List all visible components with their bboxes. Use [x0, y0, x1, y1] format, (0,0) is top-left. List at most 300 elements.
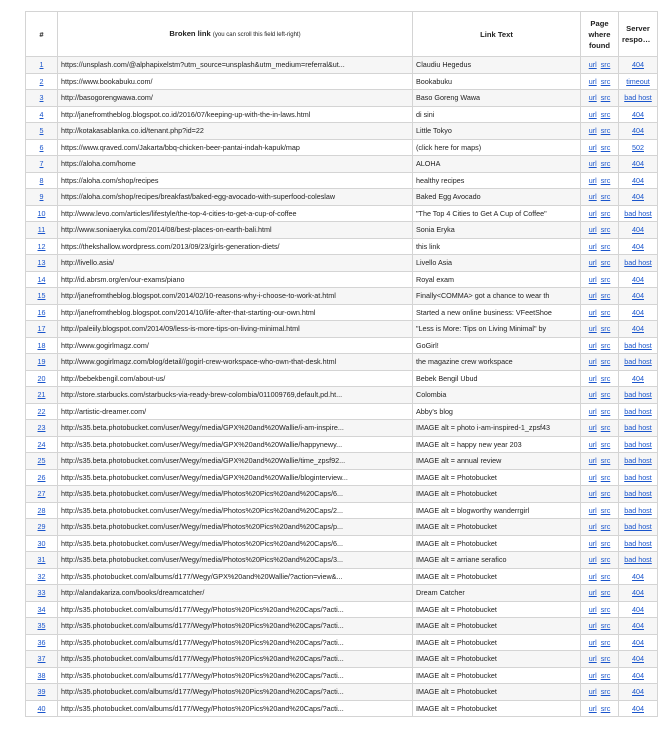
row-number-link[interactable]: 16	[37, 307, 46, 317]
page-url-link[interactable]: url	[588, 423, 597, 433]
server-response-cell	[619, 337, 658, 354]
page-found-cell	[581, 189, 619, 206]
broken-link-cell[interactable]: https://aloha.com/shop/recipes/breakfast/baked-egg-avocado-with-superfood-coleslaw	[58, 189, 413, 206]
page-src-link[interactable]: src	[600, 604, 611, 614]
table-row	[26, 255, 658, 272]
row-number-cell	[26, 189, 58, 206]
page-url-link[interactable]: url	[588, 93, 597, 103]
page-src-link[interactable]: src	[600, 93, 611, 103]
row-number-cell	[26, 486, 58, 503]
broken-link-cell[interactable]: http://s35.beta.photobucket.com/user/Wegy/media/Photos%20Pics%20and%20Caps/6...	[58, 486, 413, 503]
page-found-cell	[581, 172, 619, 189]
row-number-link[interactable]: 25	[37, 456, 46, 466]
page-url-link[interactable]: url	[588, 175, 597, 185]
server-response-link[interactable]: 404	[632, 588, 644, 598]
broken-link-cell[interactable]: http://s35.photobucket.com/albums/d177/Wegy/Photos%20Pics%20and%20Caps/?acti...	[58, 618, 413, 635]
row-number-link[interactable]: 39	[37, 687, 46, 697]
page-src-link[interactable]: src	[600, 472, 611, 482]
page-url-link[interactable]: url	[588, 637, 597, 647]
broken-link-cell[interactable]: http://www.gogirlmagz.com/blog/detail//gogirl-crew-workspace-who-own-that-desk.html	[58, 354, 413, 371]
row-number-link[interactable]: 19	[37, 357, 46, 367]
broken-link-cell[interactable]: http://kotakasablanka.co.id/tenant.php?id=22	[58, 123, 413, 140]
page-url-link[interactable]: url	[588, 390, 597, 400]
page-src-link[interactable]: src	[600, 142, 611, 152]
server-response-link[interactable]: 404	[632, 60, 644, 70]
col-header-number-label: #	[39, 29, 44, 39]
row-number-link[interactable]: 11	[37, 225, 46, 235]
server-response-link[interactable]: 404	[632, 637, 644, 647]
broken-link-cell[interactable]: https://thekshallow.wordpress.com/2013/09/23/girls-generation-diets/	[58, 238, 413, 255]
broken-link-cell[interactable]: http://paleiily.blogspot.com/2014/09/less-is-more-tips-on-living-minimal.html	[58, 321, 413, 338]
page-src-link[interactable]: src	[600, 390, 611, 400]
page-src-link[interactable]: src	[600, 555, 611, 565]
table-row	[26, 387, 658, 404]
broken-link-cell[interactable]: http://s35.beta.photobucket.com/user/Wegy/media/GPX%20and%20Wallie/bloginterview...	[58, 469, 413, 486]
page-src-link[interactable]: src	[600, 538, 611, 548]
row-number-cell	[26, 106, 58, 123]
row-number-cell	[26, 651, 58, 668]
page-url-link[interactable]: url	[588, 687, 597, 697]
server-response-link[interactable]: bad host	[624, 522, 652, 532]
page-src-link[interactable]: src	[600, 307, 611, 317]
page-url-link[interactable]: url	[588, 522, 597, 532]
server-response-link[interactable]: 404	[632, 291, 644, 301]
server-response-cell	[619, 354, 658, 371]
page-src-link[interactable]: src	[600, 76, 611, 86]
table-row	[26, 585, 658, 602]
server-response-link[interactable]: 404	[632, 159, 644, 169]
server-response-cell	[619, 453, 658, 470]
col-header-broken-link-label: Broken link	[169, 28, 211, 38]
row-number-cell	[26, 238, 58, 255]
server-response-link[interactable]: 404	[632, 274, 644, 284]
row-number-link[interactable]: 6	[39, 142, 44, 152]
server-response-link[interactable]: 404	[632, 324, 644, 334]
page-src-link[interactable]: src	[600, 687, 611, 697]
page-found-cell	[581, 519, 619, 536]
server-response-link[interactable]: bad host	[624, 555, 652, 565]
broken-link-cell[interactable]: http://s35.photobucket.com/albums/d177/Wegy/Photos%20Pics%20and%20Caps/?acti...	[58, 700, 413, 717]
broken-link-cell[interactable]: http://s35.beta.photobucket.com/user/Wegy/media/Photos%20Pics%20and%20Caps/6...	[58, 535, 413, 552]
broken-link-cell[interactable]: http://www.gogirlmagz.com/	[58, 337, 413, 354]
page-url-link[interactable]: url	[588, 588, 597, 598]
row-number-cell	[26, 684, 58, 701]
row-number-link[interactable]: 18	[37, 340, 46, 350]
table-row	[26, 139, 658, 156]
broken-link-cell[interactable]: http://s35.beta.photobucket.com/user/Wegy/media/GPX%20and%20Wallie/happynewy...	[58, 436, 413, 453]
page-url-link[interactable]: url	[588, 621, 597, 631]
page-src-link[interactable]: src	[600, 406, 611, 416]
server-response-link[interactable]: bad host	[624, 505, 652, 515]
row-number-link[interactable]: 33	[37, 588, 46, 598]
server-response-link[interactable]: 404	[632, 307, 644, 317]
page-url-link[interactable]: url	[588, 274, 597, 284]
server-response-link[interactable]: bad host	[624, 93, 652, 103]
table-row	[26, 238, 658, 255]
page-found-cell	[581, 271, 619, 288]
row-number-cell	[26, 73, 58, 90]
page-url-link[interactable]: url	[588, 192, 597, 202]
server-response-link[interactable]: timeout	[626, 76, 650, 86]
page-found-cell	[581, 601, 619, 618]
broken-link-cell[interactable]: http://s35.beta.photobucket.com/user/Wegy/media/Photos%20Pics%20and%20Caps/p...	[58, 519, 413, 536]
row-number-cell	[26, 139, 58, 156]
page-src-link[interactable]: src	[600, 439, 611, 449]
page-found-cell	[581, 436, 619, 453]
server-response-link[interactable]: 404	[632, 687, 644, 697]
broken-link-cell[interactable]: http://id.abrsm.org/en/our-exams/piano	[58, 271, 413, 288]
row-number-link[interactable]: 1	[39, 60, 44, 70]
server-response-link[interactable]: bad host	[624, 456, 652, 466]
row-number-link[interactable]: 4	[39, 109, 44, 119]
row-number-link[interactable]: 23	[37, 423, 46, 433]
row-number-link[interactable]: 21	[37, 390, 46, 400]
link-text-cell: IMAGE alt = Photobucket	[413, 535, 581, 552]
server-response-cell	[619, 684, 658, 701]
server-response-cell	[619, 469, 658, 486]
row-number-link[interactable]: 30	[37, 538, 46, 548]
server-response-link[interactable]: 404	[632, 373, 644, 383]
page-src-link[interactable]: src	[600, 357, 611, 367]
page-url-link[interactable]: url	[588, 340, 597, 350]
table-row	[26, 618, 658, 635]
broken-link-cell[interactable]: http://s35.beta.photobucket.com/user/Wegy/media/Photos%20Pics%20and%20Caps/2...	[58, 502, 413, 519]
page-url-link[interactable]: url	[588, 439, 597, 449]
link-text-cell: IMAGE alt = Photobucket	[413, 618, 581, 635]
page-url-link[interactable]: url	[588, 505, 597, 515]
server-response-link[interactable]: 404	[632, 670, 644, 680]
page-src-link[interactable]: src	[600, 291, 611, 301]
page-url-link[interactable]: url	[588, 159, 597, 169]
row-number-link[interactable]: 29	[37, 522, 46, 532]
row-number-link[interactable]: 28	[37, 505, 46, 515]
row-number-cell	[26, 354, 58, 371]
broken-link-cell[interactable]: http://s35.photobucket.com/albums/d177/Wegy/Photos%20Pics%20and%20Caps/?acti...	[58, 651, 413, 668]
page-url-link[interactable]: url	[588, 142, 597, 152]
row-number-link[interactable]: 27	[37, 489, 46, 499]
row-number-link[interactable]: 26	[37, 472, 46, 482]
server-response-link[interactable]: 404	[632, 241, 644, 251]
broken-link-cell[interactable]: http://s35.photobucket.com/albums/d177/Wegy/Photos%20Pics%20and%20Caps/?acti...	[58, 634, 413, 651]
page-url-link[interactable]: url	[588, 126, 597, 136]
broken-link-cell[interactable]: http://alandakariza.com/books/dreamcatcher/	[58, 585, 413, 602]
link-text-cell: Livello Asia	[413, 255, 581, 272]
table-row	[26, 601, 658, 618]
server-response-cell	[619, 90, 658, 107]
page-url-link[interactable]: url	[588, 538, 597, 548]
server-response-link[interactable]: bad host	[624, 340, 652, 350]
broken-link-cell[interactable]: http://s35.photobucket.com/albums/d177/Wegy/Photos%20Pics%20and%20Caps/?acti...	[58, 684, 413, 701]
page-src-link[interactable]: src	[600, 258, 611, 268]
table-row	[26, 271, 658, 288]
row-number-link[interactable]: 7	[39, 159, 44, 169]
row-number-cell	[26, 585, 58, 602]
table-row	[26, 370, 658, 387]
table-row	[26, 519, 658, 536]
server-response-link[interactable]: bad host	[624, 390, 652, 400]
server-response-cell	[619, 403, 658, 420]
page-url-link[interactable]: url	[588, 604, 597, 614]
page-src-link[interactable]: src	[600, 456, 611, 466]
row-number-link[interactable]: 31	[37, 555, 46, 565]
page-url-link[interactable]: url	[588, 357, 597, 367]
page-url-link[interactable]: url	[588, 225, 597, 235]
server-response-cell	[619, 370, 658, 387]
link-text-cell: IMAGE alt = Photobucket	[413, 469, 581, 486]
page-found-cell	[581, 700, 619, 717]
server-response-cell	[619, 172, 658, 189]
server-response-cell	[619, 420, 658, 437]
row-number-cell	[26, 172, 58, 189]
col-header-broken-link	[58, 12, 413, 57]
broken-link-cell[interactable]: http://basogorengwawa.com/	[58, 90, 413, 107]
page-url-link[interactable]: url	[588, 60, 597, 70]
page-src-link[interactable]: src	[600, 208, 611, 218]
broken-link-cell[interactable]: http://www.soniaeryka.com/2014/08/best-places-on-earth-bali.html	[58, 222, 413, 239]
row-number-cell	[26, 502, 58, 519]
page-url-link[interactable]: url	[588, 555, 597, 565]
broken-link-cell[interactable]: https://www.bookabuku.com/	[58, 73, 413, 90]
broken-link-cell[interactable]: http://s35.beta.photobucket.com/user/Wegy/media/Photos%20Pics%20and%20Caps/3...	[58, 552, 413, 569]
server-response-link[interactable]: 404	[632, 654, 644, 664]
server-response-link[interactable]: bad host	[624, 423, 652, 433]
table-row	[26, 172, 658, 189]
page-src-link[interactable]: src	[600, 505, 611, 515]
page-found-cell	[581, 552, 619, 569]
page-src-link[interactable]: src	[600, 654, 611, 664]
row-number-cell	[26, 304, 58, 321]
server-response-link[interactable]: bad host	[624, 357, 652, 367]
link-text-cell: Started a new online business: VFeetShoe	[413, 304, 581, 321]
page-url-link[interactable]: url	[588, 258, 597, 268]
broken-link-cell[interactable]: http://janefromtheblog.blogspot.com/2014/02/10-reasons-why-i-choose-to-work-at.html	[58, 288, 413, 305]
row-number-link[interactable]: 13	[37, 258, 46, 268]
server-response-cell	[619, 57, 658, 74]
page-src-link[interactable]: src	[600, 60, 611, 70]
row-number-link[interactable]: 17	[37, 324, 46, 334]
table-row	[26, 684, 658, 701]
server-response-link[interactable]: 404	[632, 571, 644, 581]
page-url-link[interactable]: url	[588, 670, 597, 680]
link-text-cell: IMAGE alt = annual review	[413, 453, 581, 470]
server-response-cell	[619, 205, 658, 222]
page-src-link[interactable]: src	[600, 373, 611, 383]
row-number-link[interactable]: 9	[39, 192, 44, 202]
server-response-cell	[619, 73, 658, 90]
link-text-cell: Abby's blog	[413, 403, 581, 420]
row-number-link[interactable]: 36	[37, 637, 46, 647]
page-src-link[interactable]: src	[600, 588, 611, 598]
page-src-link[interactable]: src	[600, 241, 611, 251]
row-number-cell	[26, 321, 58, 338]
page-url-link[interactable]: url	[588, 291, 597, 301]
page-found-cell	[581, 651, 619, 668]
page-url-link[interactable]: url	[588, 373, 597, 383]
page-src-link[interactable]: src	[600, 489, 611, 499]
page-found-cell	[581, 288, 619, 305]
page-found-cell	[581, 387, 619, 404]
page-src-link[interactable]: src	[600, 637, 611, 647]
broken-link-cell[interactable]: http://www.levo.com/articles/lifestyle/the-top-4-cities-to-get-a-cup-of-coffee	[58, 205, 413, 222]
link-text-cell: Colombia	[413, 387, 581, 404]
page-url-link[interactable]: url	[588, 571, 597, 581]
broken-link-cell[interactable]: https://aloha.com/home	[58, 156, 413, 173]
row-number-link[interactable]: 5	[39, 126, 44, 136]
page-url-link[interactable]: url	[588, 456, 597, 466]
server-response-link[interactable]: 404	[632, 604, 644, 614]
link-text-cell: IMAGE alt = blogworthy wanderrgirl	[413, 502, 581, 519]
server-response-link[interactable]: 404	[632, 126, 644, 136]
row-number-link[interactable]: 2	[39, 76, 44, 86]
page-src-link[interactable]: src	[600, 423, 611, 433]
page-src-link[interactable]: src	[600, 126, 611, 136]
page-src-link[interactable]: src	[600, 274, 611, 284]
server-response-link[interactable]: bad host	[624, 489, 652, 499]
row-number-cell	[26, 667, 58, 684]
broken-link-cell[interactable]: http://livello.asia/	[58, 255, 413, 272]
page-src-link[interactable]: src	[600, 522, 611, 532]
page-found-cell	[581, 73, 619, 90]
broken-link-cell[interactable]: http://s35.photobucket.com/albums/d177/Wegy/GPX%20and%20Wallie/?action=view&...	[58, 568, 413, 585]
page-src-link[interactable]: src	[600, 225, 611, 235]
page-src-link[interactable]: src	[600, 324, 611, 334]
row-number-link[interactable]: 34	[37, 604, 46, 614]
link-text-cell: Dream Catcher	[413, 585, 581, 602]
row-number-cell	[26, 156, 58, 173]
row-number-cell	[26, 519, 58, 536]
server-response-link[interactable]: bad host	[624, 406, 652, 416]
server-response-link[interactable]: 502	[632, 142, 644, 152]
link-text-cell: this link	[413, 238, 581, 255]
server-response-link[interactable]: bad host	[624, 472, 652, 482]
broken-link-cell[interactable]: http://s35.beta.photobucket.com/user/Wegy/media/GPX%20and%20Wallie/i-am-inspire...	[58, 420, 413, 437]
page-src-link[interactable]: src	[600, 571, 611, 581]
link-text-cell: Bookabuku	[413, 73, 581, 90]
broken-link-cell[interactable]: https://aloha.com/shop/recipes	[58, 172, 413, 189]
broken-link-cell[interactable]: http://s35.beta.photobucket.com/user/Wegy/media/GPX%20and%20Wallie/time_zpsf92...	[58, 453, 413, 470]
server-response-cell	[619, 222, 658, 239]
server-response-link[interactable]: bad host	[624, 538, 652, 548]
server-response-link[interactable]: 404	[632, 175, 644, 185]
row-number-cell	[26, 337, 58, 354]
page-found-cell	[581, 453, 619, 470]
row-number-link[interactable]: 14	[37, 274, 46, 284]
server-response-link[interactable]: bad host	[624, 439, 652, 449]
row-number-link[interactable]: 8	[39, 175, 44, 185]
broken-link-cell[interactable]: http://janefromtheblog.blogspot.co.id/2016/07/keeping-up-with-the-in-laws.html	[58, 106, 413, 123]
page-found-cell	[581, 90, 619, 107]
server-response-link[interactable]: 404	[632, 192, 644, 202]
broken-link-cell[interactable]: http://store.starbucks.com/starbucks-via-ready-brew-colombia/011009769,default,pd.ht...	[58, 387, 413, 404]
broken-link-cell[interactable]: http://s35.photobucket.com/albums/d177/Wegy/Photos%20Pics%20and%20Caps/?acti...	[58, 667, 413, 684]
page-found-cell	[581, 238, 619, 255]
row-number-link[interactable]: 37	[37, 654, 46, 664]
row-number-cell	[26, 420, 58, 437]
row-number-cell	[26, 453, 58, 470]
page-found-cell	[581, 502, 619, 519]
row-number-link[interactable]: 22	[37, 406, 46, 416]
table-row	[26, 189, 658, 206]
page-src-link[interactable]: src	[600, 670, 611, 680]
broken-link-cell[interactable]: http://s35.photobucket.com/albums/d177/Wegy/Photos%20Pics%20and%20Caps/?acti...	[58, 601, 413, 618]
page-url-link[interactable]: url	[588, 76, 597, 86]
page-url-link[interactable]: url	[588, 324, 597, 334]
row-number-link[interactable]: 35	[37, 621, 46, 631]
row-number-link[interactable]: 24	[37, 439, 46, 449]
link-text-cell: IMAGE alt = photo i-am-inspired-1_zpsf43	[413, 420, 581, 437]
link-text-cell: IMAGE alt = Photobucket	[413, 651, 581, 668]
page-src-link[interactable]: src	[600, 159, 611, 169]
row-number-link[interactable]: 3	[39, 93, 44, 103]
server-response-cell	[619, 106, 658, 123]
row-number-link[interactable]: 12	[37, 241, 46, 251]
link-text-cell: IMAGE alt = Photobucket	[413, 700, 581, 717]
table-row	[26, 90, 658, 107]
page-found-cell	[581, 321, 619, 338]
link-text-cell: IMAGE alt = Photobucket	[413, 601, 581, 618]
page-url-link[interactable]: url	[588, 472, 597, 482]
server-response-cell	[619, 634, 658, 651]
row-number-link[interactable]: 15	[37, 291, 46, 301]
server-response-link[interactable]: bad host	[624, 258, 652, 268]
page-url-link[interactable]: url	[588, 489, 597, 499]
page-found-cell	[581, 568, 619, 585]
page-url-link[interactable]: url	[588, 703, 597, 713]
server-response-link[interactable]: 404	[632, 703, 644, 713]
page-url-link[interactable]: url	[588, 109, 597, 119]
row-number-link[interactable]: 32	[37, 571, 46, 581]
page-url-link[interactable]: url	[588, 241, 597, 251]
page-src-link[interactable]: src	[600, 109, 611, 119]
broken-link-cell[interactable]: http://bebekbengil.com/about-us/	[58, 370, 413, 387]
page-src-link[interactable]: src	[600, 175, 611, 185]
page-src-link[interactable]: src	[600, 340, 611, 350]
row-number-cell	[26, 634, 58, 651]
table-row	[26, 222, 658, 239]
link-text-cell: Bebek Bengil Ubud	[413, 370, 581, 387]
broken-link-cell[interactable]: http://janefromtheblog.blogspot.com/2014/10/life-after-that-starting-our-own.html	[58, 304, 413, 321]
row-number-link[interactable]: 20	[37, 373, 46, 383]
server-response-link[interactable]: bad host	[624, 208, 652, 218]
page-src-link[interactable]: src	[600, 621, 611, 631]
link-text-cell: (click here for maps)	[413, 139, 581, 156]
table-row	[26, 420, 658, 437]
broken-link-cell[interactable]: http://artistic-dreamer.com/	[58, 403, 413, 420]
page-url-link[interactable]: url	[588, 406, 597, 416]
page-url-link[interactable]: url	[588, 654, 597, 664]
page-url-link[interactable]: url	[588, 208, 597, 218]
server-response-link[interactable]: 404	[632, 621, 644, 631]
page-found-cell	[581, 469, 619, 486]
server-response-cell	[619, 271, 658, 288]
server-response-cell	[619, 387, 658, 404]
server-response-link[interactable]: 404	[632, 225, 644, 235]
row-number-cell	[26, 436, 58, 453]
link-text-cell: ALOHA	[413, 156, 581, 173]
page-src-link[interactable]: src	[600, 192, 611, 202]
row-number-link[interactable]: 10	[37, 208, 46, 218]
broken-link-cell[interactable]: https://www.qraved.com/Jakarta/bbq-chicken-beer-pantai-indah-kapuk/map	[58, 139, 413, 156]
server-response-link[interactable]: 404	[632, 109, 644, 119]
page-found-cell	[581, 420, 619, 437]
broken-link-cell[interactable]: https://unsplash.com/@alphapixelstm?utm_source=unsplash&utm_medium=referral&ut...	[58, 57, 413, 74]
page-src-link[interactable]: src	[600, 703, 611, 713]
page-url-link[interactable]: url	[588, 307, 597, 317]
row-number-cell	[26, 700, 58, 717]
row-number-link[interactable]: 40	[37, 703, 46, 713]
row-number-link[interactable]: 38	[37, 670, 46, 680]
server-response-cell	[619, 486, 658, 503]
